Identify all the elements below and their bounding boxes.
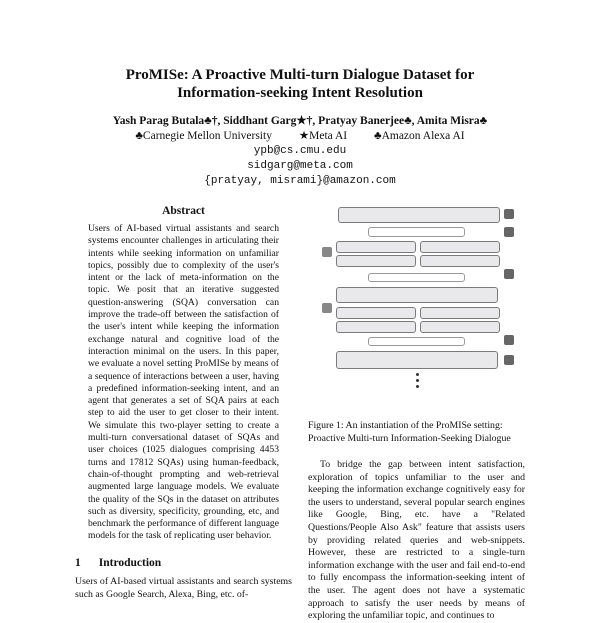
figure-1 <box>318 203 518 395</box>
intro-title: Introduction <box>98 557 162 569</box>
fig-ellipsis-dot <box>416 373 419 376</box>
fig-user-icon <box>504 269 514 279</box>
fig-sqa-box <box>336 307 416 319</box>
email-amazon: {pratyay, misrami}@amazon.com <box>204 175 396 187</box>
fig-sqa-box <box>336 255 416 267</box>
email-meta: sidgarg@meta.com <box>247 160 353 172</box>
fig-user-icon <box>504 355 514 365</box>
fig-user-icon <box>504 209 514 219</box>
fig-user-icon <box>504 227 514 237</box>
intro-text: Users of AI-based virtual assistants and search systems such as Google Search, Alexa, Bing, etc. of- <box>75 576 292 600</box>
affiliation-cmu: ♣Carnegie Mellon University <box>135 130 272 142</box>
title-line-2: Information-seeking Intent Resolution <box>177 85 423 101</box>
author-block <box>0 114 600 189</box>
fig-sqa-box <box>420 241 500 253</box>
figure-caption: Figure 1: An instantiation of the ProMISe setting: Proactive Multi-turn Information-Seeking Dialogue <box>308 420 511 444</box>
affiliation-meta: ★Meta AI <box>298 130 348 142</box>
fig-agent-icon <box>322 303 332 313</box>
email-cmu: ypb@cs.cmu.edu <box>253 145 347 157</box>
left-column <box>75 205 292 558</box>
fig-sqa-box <box>420 321 500 333</box>
fig-user-icon <box>504 335 514 345</box>
fig-sqa-box <box>420 255 500 267</box>
fig-ellipsis-dot <box>416 379 419 382</box>
fig-sqa-box <box>420 307 500 319</box>
abstract-heading: Abstract <box>162 205 205 217</box>
affiliations <box>0 129 600 144</box>
paper-title <box>0 66 600 102</box>
fig-agent-icon <box>322 247 332 257</box>
right-column-paragraph: To bridge the gap between intent satisfaction, exploration of topics unfamiliar to the user and keeping the information exchange cognitively easy for the users to understand, several popular search engines like Google, Bing, etc. have a "Related Questions/People Also Ask" feature that assists users by providing related queries and web-snippets. However, these are restricted to a single-turn information exchange with the user and fail end-to-end to fully encompass the information-seeking intent of the user. The agent does not have a systematic approach to satisfy the user needs by means of exploring the unfamiliar topic, and continues to <box>308 459 525 622</box>
intro-number: 1 <box>75 557 81 569</box>
fig-query-box <box>368 227 465 237</box>
abstract-text: Users of AI-based virtual assistants and search systems encounter challenges in articulating their intents while seeking information on unfamiliar topics, possibly due to complexity of the user's intent or the lack of meta-information on the topic. We posit that an iterative suggested question-answering (SQA) conversation can improve the trade-off between the satisfaction of the user's intent while keeping the information exchange natural and cognitive load of the interaction minimal on the users. In this paper, we evaluate a novel setting ProMISe by means of a sequence of interactions between a user, having a predefined information-seeking intent, and an agent that generates a set of SQA pairs at each step to aid the user to get closer to their intent. We simulate this two-player setting to create a multi-turn conversational dataset of SQAs and user choices (1025 dialogues comprising 4453 turns and 17812 SQAs) using human-feedback, chain-of-thought prompting and web-retrieval augmented large language models. We evaluate the quality of the SQs in the dataset on attributes such as diversity, specificity, grounding, etc, and benchmark the performance of different language models for the task of replicating user behavior. <box>88 223 279 542</box>
fig-choice-box <box>368 273 465 282</box>
intro-heading <box>75 557 161 569</box>
affiliation-amazon: ♣Amazon Alexa AI <box>374 130 465 142</box>
fig-intent-box <box>338 207 500 223</box>
fig-ellipsis-dot <box>416 385 419 388</box>
fig-sqa-box <box>336 241 416 253</box>
fig-answer-box <box>336 287 498 303</box>
fig-answer-box <box>336 351 498 369</box>
title-line-1: ProMISe: A Proactive Multi-turn Dialogue Dataset for <box>125 67 475 83</box>
fig-choice-box <box>368 337 465 346</box>
fig-sqa-box <box>336 321 416 333</box>
author-names: Yash Parag Butala♣†, Siddhant Garg★†, Pratyay Banerjee♣, Amita Misra♣ <box>112 115 488 127</box>
